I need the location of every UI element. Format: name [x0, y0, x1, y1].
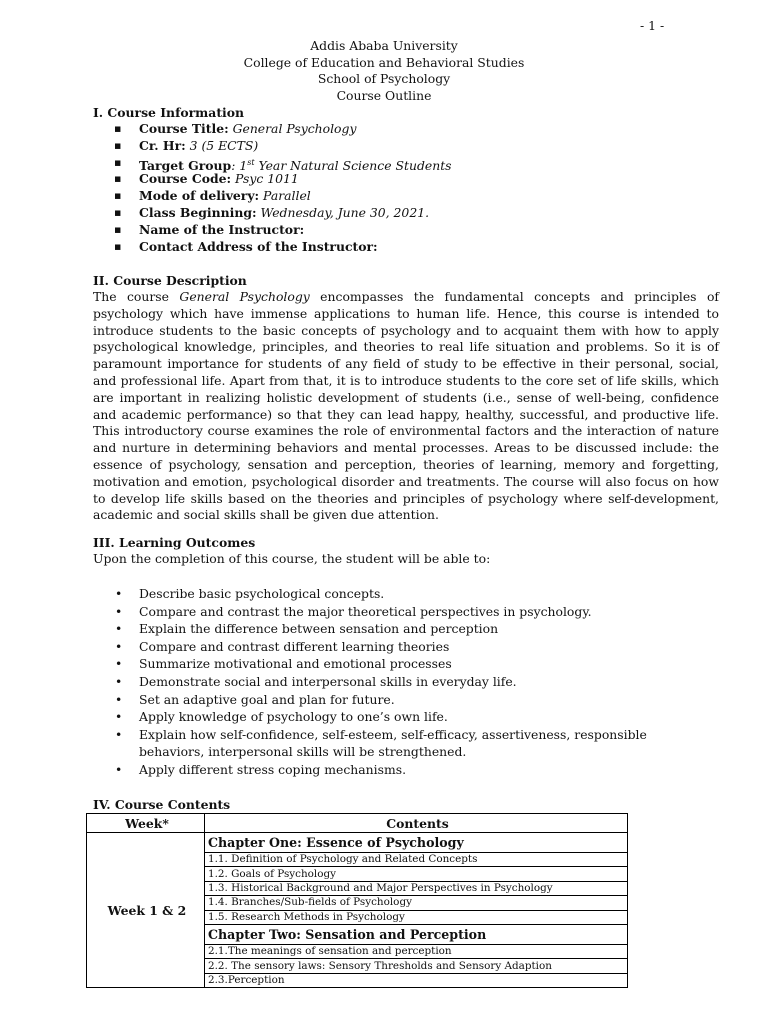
- week-column-header: Week*: [87, 814, 205, 833]
- course-info-heading: I. Course Information: [93, 105, 245, 120]
- subtopic: 2.1.The meanings of sensation and perception: [205, 944, 628, 958]
- chapter-title: Chapter One: Essence of Psychology: [205, 833, 628, 853]
- learning-outcomes-list: [93, 585, 653, 779]
- subtopic: 1.1. Definition of Psychology and Related Concepts: [205, 853, 628, 867]
- learning-outcomes-heading: III. Learning Outcomes: [93, 535, 256, 550]
- week-cell: Week 1 & 2: [87, 833, 205, 988]
- outcome-item: • Set an adaptive goal and plan for future.: [93, 691, 653, 709]
- school-name: School of Psychology: [317, 71, 451, 87]
- subtopic: 1.2. Goals of Psychology: [205, 867, 628, 881]
- course-description-heading: II. Course Description: [93, 273, 247, 288]
- outcome-item: • Describe basic psychological concepts.: [93, 585, 653, 603]
- info-item-title: ▪ Course Title: General Psychology: [93, 121, 452, 138]
- outcome-item: • Demonstrate social and interpersonal skills in everyday life.: [93, 673, 653, 691]
- info-item-instructor-contact: ▪ Contact Address of the Instructor:: [93, 239, 452, 256]
- outcome-item: • Explain the difference between sensation and perception: [93, 620, 653, 638]
- document-header: [0, 38, 768, 104]
- course-description-text: The course General Psychology encompasses the fundamental concepts and principles of psychology which have immense applications to human life. Hence, this course is intended to introduce students to the basic concepts of psychology and to acquaint them with how to apply psychological knowledge, principles, and theories to real life situation and problems. So it is of paramount importance for students of any field of study to be effective in their personal, social, and professional life. Apart from that, it is to introduce students to the core set of life skills, which are important in realizing holistic development of students (i.e., sense of well-being, confidence and academic performance) so that they can lead happy, healthy, successful, and productive life. This introductory course examines the role of environmental factors and the interaction of nature and nurture in determining behaviors and mental processes. Areas to be discussed include: the essence of psychology, sensation and perception, theories of learning, memory and forgetting, motivation and emotion, psychological disorder and treatments. The course will also focus on how to develop life skills based on the theories and principles of psychology where self-development, academic and social skills shall be given due attention.: [93, 289, 719, 523]
- course-contents-table: [86, 813, 628, 988]
- course-contents-heading: IV. Course Contents: [93, 797, 231, 812]
- outcome-item: • Summarize motivational and emotional processes: [93, 655, 653, 673]
- outcome-item: • Apply knowledge of psychology to one’s own life.: [93, 708, 653, 726]
- info-item-delivery-mode: ▪ Mode of delivery: Parallel: [93, 188, 452, 205]
- outcome-item: • Explain how self-confidence, self-esteem, self-efficacy, assertiveness, responsible behaviors, interpersonal skills will be strengthened.: [93, 726, 653, 761]
- info-item-target-group: ▪ Target Group: 1st Year Natural Science Students: [93, 155, 452, 172]
- table-header-row: [87, 814, 628, 833]
- info-item-class-beginning: ▪ Class Beginning: Wednesday, June 30, 2021.: [93, 205, 452, 222]
- page-number: - 1 -: [640, 18, 665, 33]
- subtopic: 2.3.Perception: [205, 973, 628, 987]
- university-name: Addis Ababa University: [310, 38, 458, 53]
- table-row: [87, 833, 628, 853]
- college-name: College of Education and Behavioral Studies: [243, 54, 525, 70]
- info-item-instructor-name: ▪ Name of the Instructor:: [93, 222, 452, 239]
- info-item-credit-hours: ▪ Cr. Hr: 3 (5 ECTS): [93, 138, 452, 155]
- subtopic: 1.3. Historical Background and Major Perspectives in Psychology: [205, 881, 628, 895]
- info-item-course-code: ▪ Course Code: Psyc 1011: [93, 171, 452, 188]
- outcome-item: • Compare and contrast the major theoretical perspectives in psychology.: [93, 603, 653, 621]
- contents-column-header: Contents: [205, 814, 628, 833]
- learning-outcomes-intro: Upon the completion of this course, the student will be able to:: [93, 551, 491, 566]
- chapter-title: Chapter Two: Sensation and Perception: [205, 924, 628, 944]
- document-title: Course Outline: [336, 87, 432, 103]
- course-info-list: [93, 121, 452, 255]
- outcome-item: • Compare and contrast different learning theories: [93, 638, 653, 656]
- subtopic: 2.2. The sensory laws: Sensory Thresholds and Sensory Adaption: [205, 959, 628, 973]
- outcome-item: • Apply different stress coping mechanisms.: [93, 761, 653, 779]
- subtopic: 1.5. Research Methods in Psychology: [205, 910, 628, 924]
- subtopic: 1.4. Branches/Sub-fields of Psychology: [205, 896, 628, 910]
